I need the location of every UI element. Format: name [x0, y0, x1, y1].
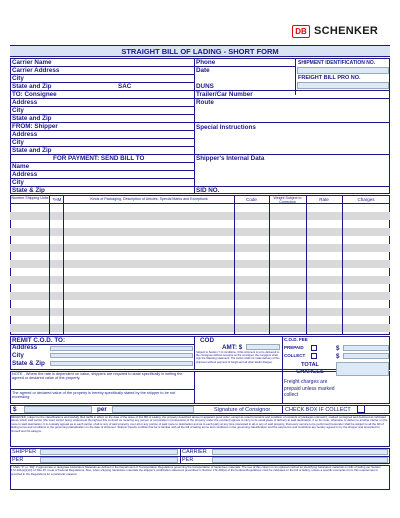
total-charges-label: TOTAL CHARGES — [296, 362, 324, 376]
duns-label: DUNS — [196, 83, 214, 90]
received-terms-text: RECEIVED, subject to the classifications and lawfully filed tariffs in effect on the date of the issue of this Bill of Lading, the property described above in apparent good order, except as noted (contents and condition of contents of packages unknown), marked consigned and destined as indicated above which said carrier (the word carrier being understood throughout this contract as meaning any person or corporation in possession of the property under the contract) agrees to carry to its usual place of delivery at said destination, if on its route, otherwise to deliver to another carrier on the route to said destination. It is mutually agreed as to each carrier of all or any of said property, over all or any portion of said route to destination and as to each party at any time interested in all or any of said property, that every service to be performed hereunder shall be subject to all the bill of lading terms and conditions in the governing classification on the date of shipment. Shipper hereby certifies that he is familiar with all the bill of lading terms and conditions in the governing classification and the said terms and conditions are hereby agreed to by the shipper and accepted for himself and his assigns. — [11, 416, 388, 433]
schenker-wordmark: SCHENKER — [314, 25, 379, 37]
cod-fee-prepaid-field[interactable] — [343, 345, 389, 351]
remit-state-zip-field[interactable] — [50, 361, 193, 366]
carrier-per-label: PER — [182, 457, 194, 463]
schenker-logo — [292, 25, 388, 39]
cod-prepaid-label: PREPAID — [284, 345, 304, 350]
shipper-per-label: PER — [12, 457, 24, 463]
trailer-car-label: Trailer/Car Number — [196, 91, 253, 98]
table-row[interactable] — [10, 228, 390, 236]
consignee-state-zip-label: State and Zip — [12, 115, 52, 122]
signature-consignor-label: Signature of Consignor — [214, 407, 271, 413]
freight-prepaid-note: Freight charges are prepaid unless marked collect — [284, 379, 335, 398]
shipper-heading: FROM: Shipper — [12, 123, 58, 130]
payment-state-zip-label: State & Zip — [12, 187, 45, 194]
date-label: Date — [196, 67, 210, 74]
shipper-address-label: Address — [12, 131, 38, 138]
shipper-city-label: City — [12, 139, 24, 146]
table-row[interactable] — [10, 308, 390, 316]
payment-city-label: City — [12, 179, 24, 186]
col-header-description: Kinds of Packaging, Description of Articles, Special Marks and Exceptions — [90, 197, 208, 201]
phone-label: Phone — [196, 59, 216, 66]
sac-label: SAC — [118, 83, 132, 90]
cod-fee-collect-field[interactable] — [343, 353, 389, 359]
cod-collect-label: COLLECT — [284, 353, 306, 358]
remit-city-label: City — [12, 352, 24, 359]
special-instructions-label: Special Instructions — [196, 124, 256, 131]
table-row[interactable] — [10, 292, 390, 300]
payment-heading: FOR PAYMENT: SEND BILL TO — [53, 155, 145, 162]
cod-amount-field[interactable] — [246, 344, 280, 350]
carrier-address-label: Carrier Address — [12, 67, 60, 74]
cod-amount-label: AMT: $ — [222, 344, 243, 351]
payment-address-label: Address — [12, 171, 38, 178]
carrier-sign-label: CARRIER — [182, 449, 207, 455]
remit-state-zip-label: State & Zip — [12, 360, 45, 367]
consignee-address-label: Address — [12, 99, 38, 106]
declared-value-per-field[interactable] — [112, 406, 194, 413]
shipper-signature-field[interactable] — [40, 449, 178, 455]
freight-bill-pro-label: FREIGHT BILL PRO NO. — [298, 75, 361, 81]
col-header-charges: Charges — [357, 197, 375, 202]
remit-cod-label: REMIT C.O.D. TO: — [12, 337, 66, 344]
cod-fee-prepaid-dollar: $ — [336, 345, 340, 352]
consignee-city-label: City — [12, 107, 24, 114]
declared-value-per: per — [97, 406, 107, 413]
table-row[interactable] — [10, 212, 390, 220]
hazmat-footnote: † Mark "X" or "RQ" if appropriate to designate Hazardous Materials as defined in the Department of Transportation Regulations governing the transportation of hazardous materials. The use of this column is an optional method for identifying hazardous materials on bills of lading per Section 172.201(a)(1)(iii) of Title 49, Code of Federal Regulations. Also, when shipping hazardous materials the shipper's certification statement prescribed in Section 172.204(a) of the Federal Regulations must be indicated on the bill of lading, unless a specific exemption from this requirement is provided in the Regulations for a particular material. — [11, 466, 381, 476]
shipper-state-zip-label: State and Zip — [12, 147, 52, 154]
consignee-heading: TO: Consignee — [12, 91, 57, 98]
cod-fee-collect-dollar: $ — [336, 353, 340, 360]
shipper-sign-label: SHIPPER — [12, 449, 37, 455]
db-logo-badge: DB — [292, 25, 310, 38]
cod-fee-label: C.O.D. FEE — [284, 337, 308, 342]
payment-name-label: Name — [12, 163, 30, 170]
remit-address-label: Address — [12, 344, 38, 351]
title-bar — [10, 45, 390, 57]
carrier-state-zip-label: State and Zip — [12, 83, 52, 90]
carrier-per-field[interactable] — [212, 457, 388, 463]
table-row[interactable] — [10, 244, 390, 252]
collect-checkbox[interactable] — [311, 353, 317, 359]
shipper-per-field[interactable] — [40, 457, 178, 463]
cod-label: COD — [200, 337, 214, 344]
carrier-signature-field[interactable] — [212, 449, 388, 455]
carrier-city-label: City — [12, 75, 24, 82]
sid-number-label: SID NO. — [196, 187, 220, 194]
page-title: STRAIGHT BILL OF LADING - SHORT FORM — [121, 47, 279, 56]
freight-bill-pro-field[interactable] — [297, 82, 389, 89]
declared-value-dollar: $ — [13, 406, 17, 413]
shippers-internal-data-label: Shipper's Internal Data — [196, 155, 265, 162]
value-note: NOTE - Where the rate is dependent on value, shippers are required to state specifically in writing the agreed or declared value of the property. — [12, 372, 183, 381]
col-header-shipping-units: Number Shipping Units — [11, 196, 49, 200]
prepaid-checkbox[interactable] — [311, 345, 317, 351]
remit-address-field[interactable] — [50, 346, 193, 351]
shipment-id-field[interactable] — [297, 67, 389, 74]
route-label: Route — [196, 99, 214, 106]
shipment-id-label: SHIPMENT IDENTIFICATION NO. — [298, 60, 376, 66]
table-row[interactable] — [10, 260, 390, 268]
col-header-rate: Rate — [319, 197, 329, 202]
declared-value-field[interactable] — [24, 406, 92, 413]
cod-note: Subject to Section 7 of conditions, if this shipment is to be delivered to the consignee without recourse on the consignor, the consignor shall sign the following statement: The carrier shall not make delivery of this shipment without payment of freight and all other lawful charges. — [196, 351, 280, 364]
table-row[interactable] — [10, 324, 390, 332]
total-charges-field[interactable] — [336, 362, 389, 376]
table-row[interactable] — [10, 276, 390, 284]
col-header-hm: *HM — [52, 197, 62, 202]
agreed-value-note: The agreed or declared value of the property is hereby specifically stated by the shipper to be not exceeding — [12, 391, 176, 400]
carrier-name-label: Carrier Name — [12, 59, 52, 66]
remit-city-field[interactable] — [50, 353, 193, 358]
col-header-weight: Weight Subject to Correction — [273, 196, 302, 205]
collect-check-box[interactable] — [357, 405, 365, 413]
check-box-collect-label: CHECK BOX IF COLLECT — [285, 407, 351, 413]
col-header-code: Code — [246, 197, 257, 202]
